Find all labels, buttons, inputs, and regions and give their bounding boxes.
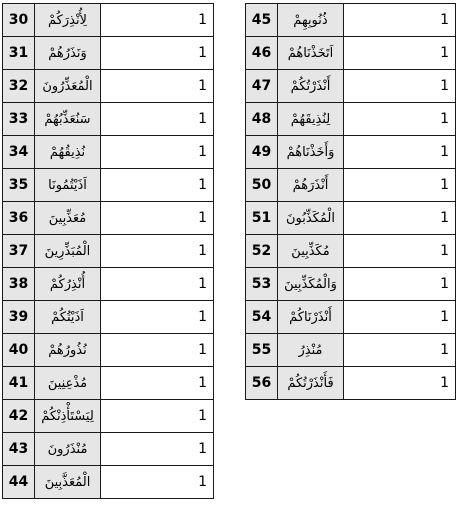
row-number: 44 [3, 466, 35, 499]
table-row [3, 70, 214, 103]
occurrence-count: 1 [101, 4, 214, 37]
occurrence-count: 1 [101, 367, 214, 400]
row-number: 36 [3, 202, 35, 235]
occurrence-count: 1 [344, 334, 456, 367]
arabic-word: لِأُنْذِرَكُمْ [35, 4, 101, 37]
occurrence-count: 1 [101, 400, 214, 433]
arabic-word: وَنَذَرُهُمْ [35, 37, 101, 70]
arabic-word: مُعَذِّبِينَ [35, 202, 101, 235]
table-row [3, 400, 214, 433]
occurrence-count: 1 [101, 301, 214, 334]
table-row [3, 433, 214, 466]
row-number: 43 [3, 433, 35, 466]
row-number: 45 [246, 4, 278, 37]
table-row [246, 4, 456, 37]
occurrence-count: 1 [101, 136, 214, 169]
arabic-word: أُنْذِرُكُمْ [35, 268, 101, 301]
occurrence-count: 1 [101, 37, 214, 70]
arabic-word: اَذَيْتُكُمْ [35, 301, 101, 334]
row-number: 35 [3, 169, 35, 202]
occurrence-count: 1 [344, 136, 456, 169]
table-row [246, 103, 456, 136]
arabic-word: اَتَخَذْنَاهُمْ [278, 37, 344, 70]
occurrence-count: 1 [344, 103, 456, 136]
table-row [3, 466, 214, 499]
table-row [246, 70, 456, 103]
arabic-word: لِنُذِيقَهُمْ [278, 103, 344, 136]
table-row [3, 169, 214, 202]
table-row [3, 103, 214, 136]
occurrence-count: 1 [101, 202, 214, 235]
arabic-word: أَنْذَرَهُمْ [278, 169, 344, 202]
occurrence-count: 1 [101, 433, 214, 466]
table-row [246, 169, 456, 202]
row-number: 34 [3, 136, 35, 169]
occurrence-count: 1 [101, 169, 214, 202]
row-number: 32 [3, 70, 35, 103]
arabic-word: أَنْذَرْنَاكُمْ [278, 301, 344, 334]
row-number: 48 [246, 103, 278, 136]
row-number: 54 [246, 301, 278, 334]
row-number: 46 [246, 37, 278, 70]
table-row [246, 136, 456, 169]
occurrence-count: 1 [344, 37, 456, 70]
occurrence-count: 1 [344, 202, 456, 235]
row-number: 30 [3, 4, 35, 37]
table-row [246, 301, 456, 334]
right-word-table [245, 3, 456, 400]
table-row [3, 235, 214, 268]
row-number: 50 [246, 169, 278, 202]
table-row [3, 334, 214, 367]
table-row [246, 334, 456, 367]
row-number: 42 [3, 400, 35, 433]
row-number: 51 [246, 202, 278, 235]
table-row [3, 136, 214, 169]
row-number: 52 [246, 235, 278, 268]
row-number: 40 [3, 334, 35, 367]
occurrence-count: 1 [101, 268, 214, 301]
arabic-word: وَالْمُكَذِّبِينَ [278, 268, 344, 301]
row-number: 55 [246, 334, 278, 367]
arabic-word: سَنُعَذِّبُهُمْ [35, 103, 101, 136]
occurrence-count: 1 [344, 4, 456, 37]
occurrence-count: 1 [344, 301, 456, 334]
arabic-word: فَأَنْذَرْتُكُمْ [278, 367, 344, 400]
arabic-word: مُذْعِنِينَ [35, 367, 101, 400]
row-number: 56 [246, 367, 278, 400]
table-row [246, 235, 456, 268]
table-row [246, 268, 456, 301]
occurrence-count: 1 [344, 169, 456, 202]
row-number: 31 [3, 37, 35, 70]
arabic-word: الْمُبَذِّرِينَ [35, 235, 101, 268]
table-row [3, 37, 214, 70]
table-row [3, 4, 214, 37]
table-row [3, 367, 214, 400]
row-number: 38 [3, 268, 35, 301]
arabic-word: مُنْذِرُ [278, 334, 344, 367]
arabic-word: نُذِيقُهُمْ [35, 136, 101, 169]
arabic-word: أَنْذَرْتُكُمْ [278, 70, 344, 103]
arabic-word: مُنْذَرُونَ [35, 433, 101, 466]
table-row [246, 202, 456, 235]
arabic-word: الْمُعَذَّبِينَ [35, 466, 101, 499]
occurrence-count: 1 [101, 235, 214, 268]
table-row [246, 37, 456, 70]
row-number: 53 [246, 268, 278, 301]
row-number: 47 [246, 70, 278, 103]
table-row [246, 367, 456, 400]
table-row [3, 202, 214, 235]
occurrence-count: 1 [101, 70, 214, 103]
occurrence-count: 1 [101, 103, 214, 136]
arabic-word: وَأَخَذْنَاهُمْ [278, 136, 344, 169]
row-number: 33 [3, 103, 35, 136]
occurrence-count: 1 [344, 367, 456, 400]
arabic-word: مُكَذِّبِينَ [278, 235, 344, 268]
arabic-word: ذُنُوبِهِمْ [278, 4, 344, 37]
row-number: 41 [3, 367, 35, 400]
occurrence-count: 1 [344, 268, 456, 301]
row-number: 39 [3, 301, 35, 334]
row-number: 49 [246, 136, 278, 169]
arabic-word: الْمُكَذِّبُونَ [278, 202, 344, 235]
occurrence-count: 1 [344, 235, 456, 268]
occurrence-count: 1 [101, 466, 214, 499]
table-row [3, 268, 214, 301]
arabic-word: الْمُعَذِّرُونَ [35, 70, 101, 103]
arabic-word: لِيَسْتَأْذِنْكُمْ [35, 400, 101, 433]
arabic-word: نُذُورُهُمْ [35, 334, 101, 367]
table-row [3, 301, 214, 334]
arabic-word: اَذَيْتُمُونَا [35, 169, 101, 202]
occurrence-count: 1 [344, 70, 456, 103]
occurrence-count: 1 [101, 334, 214, 367]
row-number: 37 [3, 235, 35, 268]
left-word-table [2, 3, 214, 499]
